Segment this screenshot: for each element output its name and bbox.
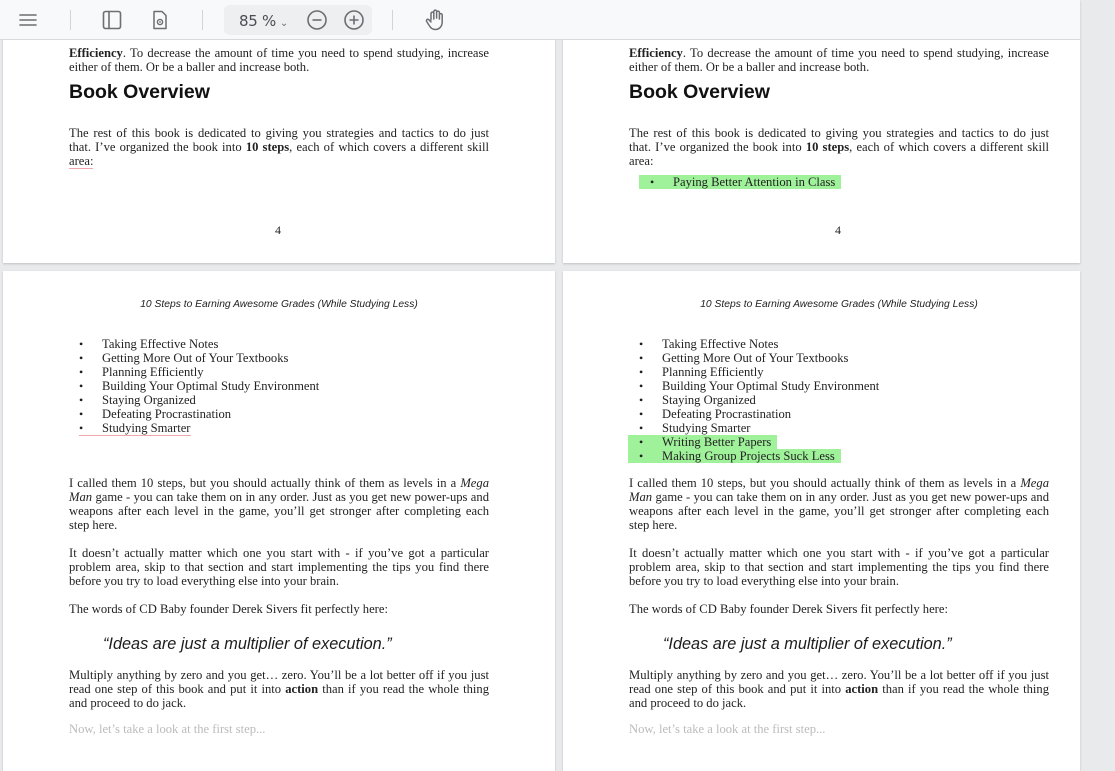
document-settings-icon: [150, 9, 170, 31]
paragraph-overview: [629, 126, 1049, 168]
page-number: 4: [835, 223, 841, 237]
paragraph-next-partial: Now, let’s take a look at the first step...: [69, 722, 266, 736]
zoom-level-dropdown[interactable]: [239, 12, 288, 30]
pdf-page-5-edited: [563, 271, 1080, 771]
bold-term: Efficiency: [69, 46, 123, 60]
steps-list: [639, 337, 879, 463]
paragraph-derek-sivers: The words of CD Baby founder Derek Sivers fit perfectly here:: [69, 602, 388, 616]
list-item: [79, 421, 319, 435]
chevron-down-icon: ⌄: [279, 18, 289, 29]
running-header: 10 Steps to Earning Awesome Grades (While Studying Less): [140, 299, 418, 310]
list-item: • Taking Effective Notes: [79, 337, 319, 351]
list-item: • Planning Efficiently: [639, 365, 879, 379]
text: I called them 10 steps, but you should actually think of them as levels in a: [629, 476, 1021, 490]
steps-list: [650, 175, 841, 189]
minus-circle-icon: [306, 9, 328, 31]
text: . To decrease the amount of time you need to spend studying, increase either of them. Or be a baller and increase both.: [69, 46, 489, 74]
text: I called them 10 steps, but you should actually think of them as levels in a: [69, 476, 461, 490]
sidebar-toggle-button[interactable]: [100, 8, 124, 32]
paragraph-multiply: [629, 668, 1049, 710]
spellcheck-word[interactable]: area:: [69, 154, 94, 168]
hand-pan-icon: [424, 8, 446, 32]
list-item: • Staying Organized: [79, 393, 319, 407]
italic-term: Mega Man: [629, 476, 1049, 504]
highlighted-list-item[interactable]: • Paying Better Attention in Class: [639, 175, 841, 189]
sidebar-toggle-icon: [101, 9, 123, 31]
list-item: • Defeating Procrastination: [79, 407, 319, 421]
toolbar: [0, 0, 1080, 40]
text: game - you can take them on in any order. Just as you get new power-ups and weapons after each level in the game, you’ll get stronger after completing each step here.: [629, 490, 1049, 532]
list-item: • Building Your Optimal Study Environment: [639, 379, 879, 393]
paragraph-overview: [69, 126, 489, 168]
list-item: • Building Your Optimal Study Environment: [79, 379, 319, 393]
list-item: • Studying Smarter: [639, 421, 879, 435]
paragraph-multiply: [69, 668, 489, 710]
paragraph-start-anywhere: It doesn’t actually matter which one you start with - if you’ve got a particular problem area, skip to that section and start implementing the tips you find there before you try to load everything else into your brain.: [69, 546, 489, 588]
text: , each of which covers a different skill: [289, 140, 489, 154]
text: , each of which covers a different skill area:: [629, 140, 1049, 168]
hamburger-menu-icon: [18, 12, 38, 28]
text: The rest of this book is dedicated to giving you strategies and tactics to do just that. I’ve organized the book into: [69, 126, 489, 154]
paragraph-start-anywhere: It doesn’t actually matter which one you start with - if you’ve got a particular problem area, skip to that section and start implementing the tips you find there before you try to load everything else into your brain.: [629, 546, 1049, 588]
text: than if you read the whole thing and proceed to do jack.: [629, 682, 1049, 710]
bold-term: Efficiency: [629, 46, 683, 60]
running-header: 10 Steps to Earning Awesome Grades (While Studying Less): [700, 299, 978, 310]
zoom-in-button[interactable]: [342, 8, 366, 32]
toolbar-divider: [202, 10, 203, 30]
paragraph-efficiency: [69, 46, 489, 74]
list-item: • Getting More Out of Your Textbooks: [79, 351, 319, 365]
paragraph-efficiency: [629, 46, 1049, 74]
document-viewport[interactable]: [0, 40, 1080, 736]
text: Multiply anything by zero and you get… zero. You’ll be a lot better off if you just read one step of this book and put it into: [629, 668, 1049, 696]
toolbar-divider: [70, 10, 71, 30]
zoom-controls: [224, 5, 372, 35]
paragraph-next-partial: Now, let’s take a look at the first step...: [629, 722, 826, 736]
highlighted-list-item[interactable]: • Writing Better Papers: [628, 435, 777, 449]
steps-list: [79, 337, 319, 435]
bold-term: 10 steps: [245, 140, 290, 154]
highlighted-list-item[interactable]: • Making Group Projects Suck Less: [628, 449, 841, 463]
bold-term: action: [845, 682, 879, 696]
list-item: • Taking Effective Notes: [639, 337, 879, 351]
pdf-page-5-original: [3, 271, 555, 771]
bold-term: action: [285, 682, 319, 696]
zoom-out-button[interactable]: [305, 8, 329, 32]
bold-term: 10 steps: [805, 140, 850, 154]
list-item: • Planning Efficiently: [79, 365, 319, 379]
document-properties-button[interactable]: [148, 8, 172, 32]
pull-quote: “Ideas are just a multiplier of execution.”: [103, 635, 392, 653]
plus-circle-icon: [343, 9, 365, 31]
spellcheck-word[interactable]: Studying Smarter: [79, 421, 191, 436]
text: Multiply anything by zero and you get… zero. You’ll be a lot better off if you just read one step of this book and put it into: [69, 668, 489, 696]
text: than if you read the whole thing and proceed to do jack.: [69, 682, 489, 710]
page-number: 4: [275, 223, 281, 237]
pull-quote: “Ideas are just a multiplier of execution.”: [663, 635, 952, 653]
toolbar-divider: [392, 10, 393, 30]
hand-tool-button[interactable]: [423, 8, 447, 32]
paragraph-mega-man: [629, 476, 1049, 532]
italic-term: Mega Man: [69, 476, 489, 504]
paragraph-mega-man: [69, 476, 489, 532]
menu-button[interactable]: [16, 8, 40, 32]
text: The rest of this book is dedicated to giving you strategies and tactics to do just that. I’ve organized the book into: [629, 126, 1049, 154]
text: game - you can take them on in any order. Just as you get new power-ups and weapons after each level in the game, you’ll get stronger after completing each step here.: [69, 490, 489, 532]
zoom-level-value: 85 %: [239, 12, 276, 30]
section-heading: Book Overview: [69, 81, 210, 103]
list-item: • Staying Organized: [639, 393, 879, 407]
list-item: • Defeating Procrastination: [639, 407, 879, 421]
text: . To decrease the amount of time you need to spend studying, increase either of them. Or be a baller and increase both.: [629, 46, 1049, 74]
section-heading: Book Overview: [629, 81, 770, 103]
paragraph-derek-sivers: The words of CD Baby founder Derek Sivers fit perfectly here:: [629, 602, 948, 616]
list-item: • Getting More Out of Your Textbooks: [639, 351, 879, 365]
